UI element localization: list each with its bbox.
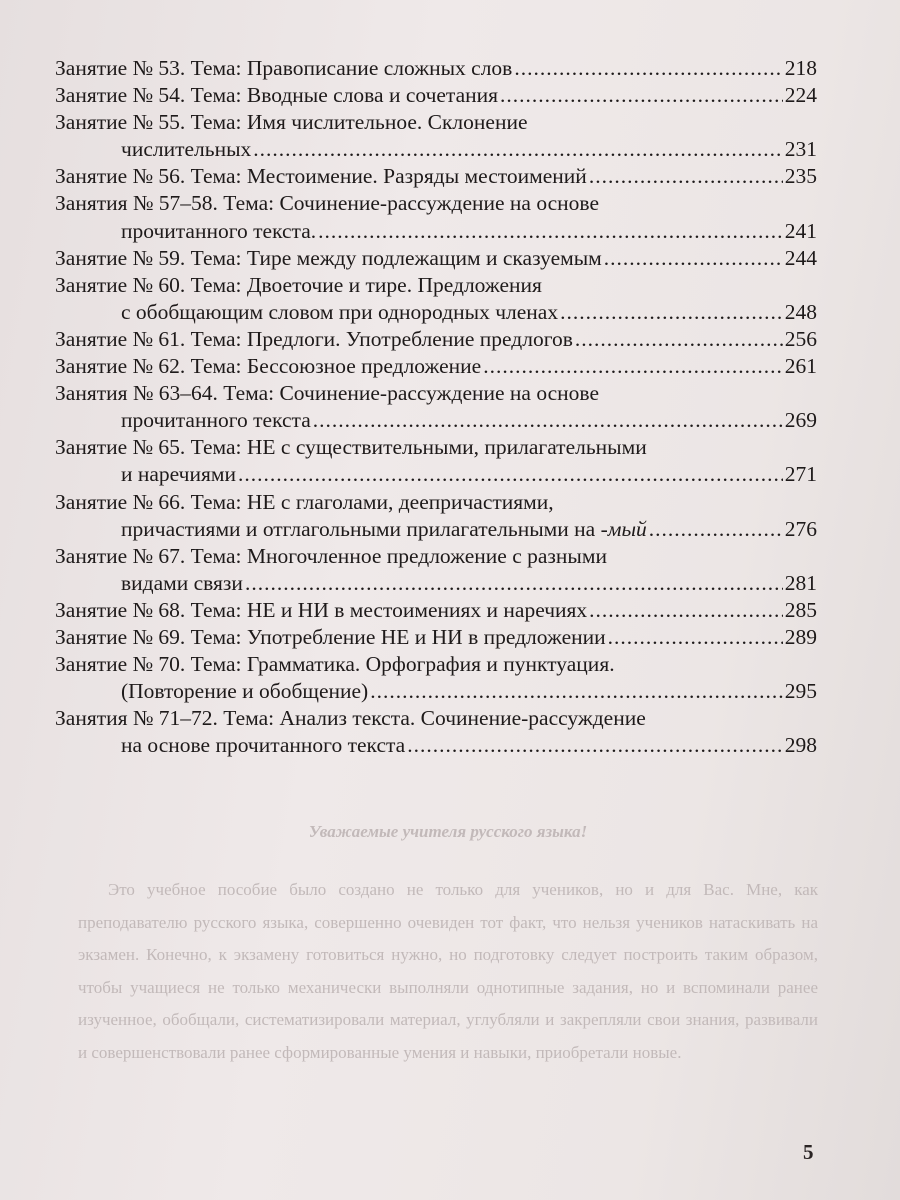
toc-entry-title: Занятие № 55. Тема: Имя числительное. Склонение (55, 110, 528, 135)
toc-entry-title: с обобщающим словом при однородных членах (121, 299, 559, 324)
toc-line (55, 570, 817, 597)
toc-entry-title: Занятие № 54. Тема: Вводные слова и сочетания (55, 83, 499, 108)
toc-line (55, 516, 817, 543)
toc-page-number: 248 (784, 299, 817, 324)
toc-line (55, 407, 817, 434)
toc-entry-title: прочитанного текста (121, 408, 311, 433)
toc-line (55, 434, 817, 461)
toc-entry (55, 489, 817, 543)
dot-leader (589, 163, 783, 190)
toc-entry-title: и наречиями (121, 462, 237, 487)
toc-page-number: 269 (784, 408, 817, 433)
toc-entry (55, 597, 817, 624)
toc-line (55, 55, 817, 82)
toc-entry-title: Занятие № 60. Тема: Двоеточие и тире. Предложения (55, 272, 542, 297)
dot-leader (649, 516, 783, 543)
dot-leader (589, 597, 783, 624)
show-through-title: Уважаемые учителя русского языка! (308, 822, 588, 841)
show-through-text (78, 812, 818, 1069)
toc-entry-title: числительных (121, 137, 252, 162)
toc-entry-title: Занятие № 56. Тема: Местоимение. Разряды местоимений (55, 164, 587, 189)
toc-line (55, 299, 817, 326)
toc-page-number: 271 (784, 462, 817, 487)
show-through-paragraph: Это учебное пособие было создано не только для учеников, но и для Вас. Мне, как преподавателю русского языка, совершенно очевиден тот факт, что нельзя учеников натаскивать на экзамен. Конечно, к экзамену готовиться нужно, но подготовку следует построить таким образом, чтобы учащиеся не только механически выполняли однотипные задания, но и вспоминали ранее изученное, обобщали, систематизировали материал, углубляли и закрепляли свои знания, развивали и совершенствовали ранее сформированные умения и навыки, приобретали новые. (78, 880, 818, 1062)
toc-page-number: 289 (784, 624, 817, 649)
toc-line (55, 109, 817, 136)
dot-leader (514, 55, 782, 82)
dot-leader (370, 678, 783, 705)
toc-line (55, 461, 817, 488)
toc-line (55, 732, 817, 759)
toc-entry-title: Занятие № 67. Тема: Многочленное предложение с разными (55, 543, 607, 568)
toc-line (55, 543, 817, 570)
toc-line (55, 380, 817, 407)
dot-leader (608, 624, 783, 651)
table-of-contents (55, 55, 817, 759)
toc-line (55, 190, 817, 217)
toc-entry-title: Занятие № 70. Тема: Грамматика. Орфография и пунктуация. (55, 652, 615, 677)
toc-entry (55, 434, 817, 488)
dot-leader (560, 299, 783, 326)
toc-entry-title: Занятие № 69. Тема: Употребление НЕ и НИ в предложении (55, 624, 606, 649)
toc-entry-title: видами связи (121, 570, 243, 595)
toc-entry-title: Занятие № 66. Тема: НЕ с глаголами, деепричастиями, (55, 489, 554, 514)
toc-page-number: 281 (784, 570, 817, 595)
toc-entry (55, 272, 817, 326)
dot-leader (407, 732, 783, 759)
toc-entry (55, 245, 817, 272)
toc-entry-title: прочитанного текста. (121, 218, 317, 243)
toc-page-number: 244 (784, 245, 817, 270)
toc-entry-title: Занятия № 71–72. Тема: Анализ текста. Сочинение-рассуждение (55, 706, 646, 731)
toc-line (55, 705, 817, 732)
toc-entry (55, 326, 817, 353)
toc-line (55, 272, 817, 299)
toc-entry (55, 380, 817, 434)
toc-page-number: 285 (784, 597, 817, 622)
toc-page-number: 218 (784, 56, 817, 80)
toc-entry-title: Занятие № 62. Тема: Бессоюзное предложение (55, 354, 482, 379)
toc-line (55, 489, 817, 516)
dot-leader (604, 245, 783, 272)
toc-entry-title: Занятия № 57–58. Тема: Сочинение-рассуждение на основе (55, 191, 599, 216)
toc-line (55, 353, 817, 380)
toc-entry (55, 651, 817, 705)
toc-line (55, 678, 817, 705)
toc-entry-title: Занятие № 61. Тема: Предлоги. Употребление предлогов (55, 326, 573, 351)
toc-entry-title: Занятие № 59. Тема: Тире между подлежащим и сказуемым (55, 245, 602, 270)
toc-line (55, 245, 817, 272)
toc-entry (55, 705, 817, 759)
toc-page-number: 261 (784, 354, 817, 379)
dot-leader (318, 218, 783, 245)
dot-leader (313, 407, 783, 434)
toc-entry (55, 109, 817, 163)
toc-entry-title: на основе прочитанного текста (121, 733, 406, 758)
toc-line (55, 624, 817, 651)
toc-page-number: 241 (784, 218, 817, 243)
toc-page-number: 295 (784, 679, 817, 704)
toc-page-number: 256 (784, 326, 817, 351)
toc-entry-title: (Повторение и обобщение) (121, 679, 369, 704)
dot-leader (245, 570, 783, 597)
dot-leader (575, 326, 783, 353)
toc-entry-title: Занятие № 65. Тема: НЕ с существительными, прилагательными (55, 435, 647, 460)
dot-leader (500, 82, 783, 109)
dot-leader (238, 461, 783, 488)
toc-entry (55, 82, 817, 109)
toc-line (55, 326, 817, 353)
toc-entry (55, 55, 817, 82)
toc-entry (55, 543, 817, 597)
toc-entry (55, 163, 817, 190)
toc-line (55, 163, 817, 190)
toc-entry-title: Занятие № 68. Тема: НЕ и НИ в местоимениях и наречиях (55, 597, 588, 622)
toc-line (55, 597, 817, 624)
toc-entry-title: Занятие № 53. Тема: Правописание сложных слов (55, 56, 513, 80)
toc-line (55, 651, 817, 678)
toc-line (55, 218, 817, 245)
toc-entry-title: причастиями и отглагольными прилагательными на -мый (121, 516, 647, 541)
toc-line (55, 82, 817, 109)
toc-line (55, 136, 817, 163)
toc-entry (55, 624, 817, 651)
page-number: 5 (803, 1140, 814, 1164)
toc-entry (55, 353, 817, 380)
toc-page-number: 231 (784, 137, 817, 162)
toc-entry-title: Занятия № 63–64. Тема: Сочинение-рассуждение на основе (55, 381, 599, 406)
toc-page-number: 298 (784, 733, 817, 758)
toc-entry (55, 190, 817, 244)
toc-page-number: 235 (784, 164, 817, 189)
toc-page-number: 224 (784, 83, 817, 108)
dot-leader (253, 136, 782, 163)
dot-leader (483, 353, 783, 380)
toc-page-number: 276 (784, 516, 817, 541)
